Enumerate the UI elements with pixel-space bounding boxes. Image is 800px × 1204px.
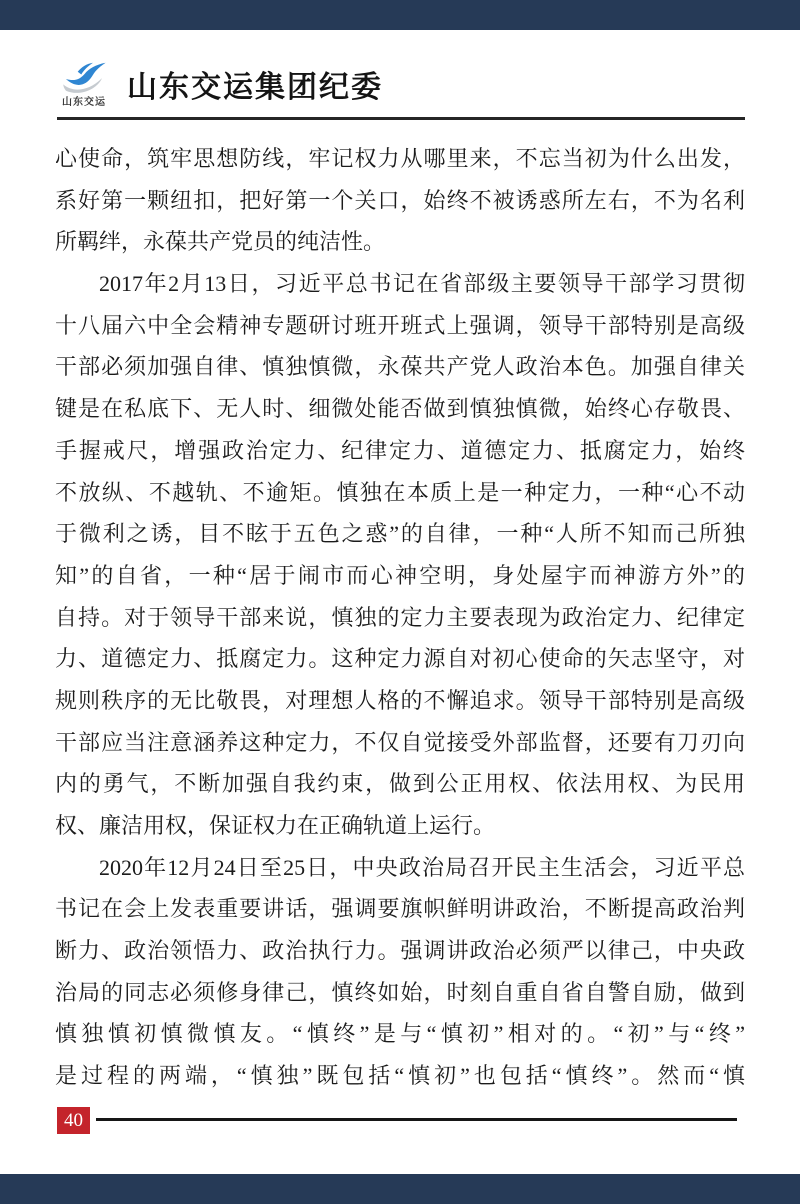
top-decor-bar (0, 0, 800, 30)
company-logo (57, 61, 111, 108)
text-line: 干部应当注意涵养这种定力，不仅自觉接受外部监督，还要有刀刃向 (55, 729, 745, 755)
page-number-badge: 40 (57, 1107, 90, 1134)
text-line: 力、道德定力、抵腐定力。这种定力源自对初心使命的矢志坚守，对 (55, 646, 745, 672)
text-line: 2017年2月13日，习近平总书记在省部级主要领导干部学习贯彻 (99, 271, 745, 297)
text-line: 心使命，筑牢思想防线，牢记权力从哪里来，不忘当初为什么出发， (55, 146, 745, 171)
text-line: 键是在私底下、无人时、细微处能否做到慎独慎微，始终心存敬畏、 (55, 396, 745, 422)
text-line: 治局的同志必须修身律己，慎终如始，时刻自重自省自警自励，做到 (55, 979, 745, 1005)
text-line: 是过程的两端，“慎独”既包括“慎初”也包括“慎终”。然而“慎 (55, 1063, 745, 1089)
text-line: 于微利之诱，目不眩于五色之惑”的自律，一种“人所不知而己所独 (55, 521, 745, 547)
text-line: 规则秩序的无比敬畏，对理想人格的不懈追求。领导干部特别是高级 (55, 687, 745, 713)
text-line: 断力、政治领悟力、政治执行力。强调讲政治必须严以律己，中央政 (55, 938, 745, 964)
document-body (55, 138, 745, 1097)
bird-swoosh-icon (59, 61, 109, 97)
header-divider (57, 117, 745, 120)
text-line: 知”的自省，一种“居于闹市而心神空明，身处屋宇而神游方外”的 (55, 562, 745, 588)
text-line: 内的勇气，不断加强自我约束，做到公正用权、依法用权、为民用 (55, 771, 745, 797)
text-line: 自持。对于领导干部来说，慎独的定力主要表现为政治定力、纪律定 (55, 604, 745, 630)
text-line: 所羁绊，永葆共产党员的纯洁性。 (55, 229, 386, 255)
text-line: 手握戒尺，增强政治定力、纪律定力、道德定力、抵腐定力，始终 (55, 437, 745, 463)
page-header (57, 58, 745, 110)
text-line: 2020年12月24日至25日，中央政治局召开民主生活会，习近平总 (99, 854, 745, 880)
text-line: 十八届六中全会精神专题研讨班开班式上强调，领导干部特别是高级 (55, 312, 745, 338)
text-line: 系好第一颗纽扣，把好第一个关口，始终不被诱惑所左右，不为名利 (55, 187, 745, 213)
text-line: 书记在会上发表重要讲话，强调要旗帜鲜明讲政治，不断提高政治判 (55, 896, 745, 922)
footer-divider (96, 1118, 737, 1121)
text-line: 权、廉洁用权，保证权力在正确轨道上运行。 (55, 813, 496, 838)
text-line: 不放纵、不越轨、不逾矩。慎独在本质上是一种定力，一种“心不动 (55, 479, 745, 505)
logo-org-name: 山东交运 (62, 96, 106, 108)
bottom-decor-bar (0, 1174, 800, 1204)
page-title: 山东交运集团纪委 (127, 71, 383, 104)
text-line: 干部必须加强自律、慎独慎微，永葆共产党人政治本色。加强自律关 (55, 354, 745, 380)
text-line: 慎独慎初慎微慎友。“慎终”是与“慎初”相对的。“初”与“终” (55, 1021, 745, 1047)
